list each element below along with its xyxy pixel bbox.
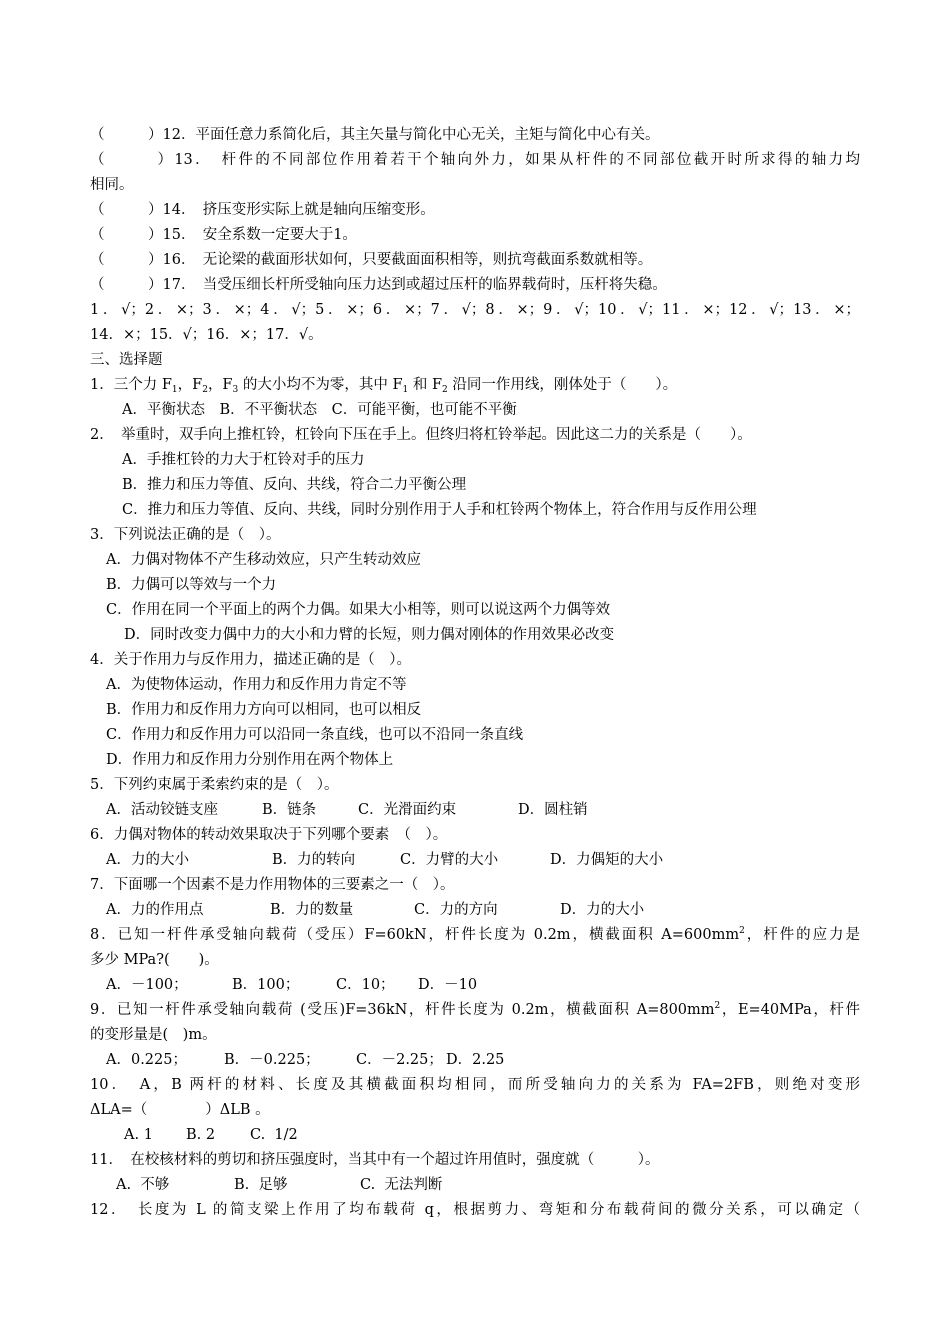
question-7-option-a: A．力的作用点 xyxy=(106,902,204,918)
question-1-options: A．平衡状态 B．不平衡状态 C．可能平衡，也可能不平衡 xyxy=(122,402,517,418)
question-7-stem: 7．下面哪一个因素不是力作用物体的三要素之一（ ）。 xyxy=(90,877,455,893)
answer-blank: （ ） xyxy=(90,227,163,243)
question-10-option-a: A. 1 xyxy=(124,1127,153,1143)
question-2-stem: 2． 举重时，双手向上推杠铃，杠铃向下压在手上。但终归将杠铃举起。因此这二力的关系是（ ）。 xyxy=(90,427,752,443)
question-10-stem: 10． A，B 两杆的材料、长度及其横截面积均相同，而所受轴向力的关系为 FA=2FB，则绝对变形 xyxy=(90,1077,860,1093)
tf-statement: 14． 挤压变形实际上就是轴向压缩变形。 xyxy=(162,202,435,218)
question-7-option-c: C．力的方向 xyxy=(414,902,498,918)
question-6-option-a: A．力的大小 xyxy=(106,852,189,868)
question-3-option-b: B．力偶可以等效与一个力 xyxy=(106,577,277,593)
question-4-option-a: A．为使物体运动，作用力和反作用力肯定不等 xyxy=(106,677,407,693)
question-5-options xyxy=(106,798,860,823)
answer-blank: （ ） xyxy=(90,202,163,218)
tf-item-16 xyxy=(90,248,860,273)
question-5-option-c: C．光滑面约束 xyxy=(358,802,457,818)
question-12-stem: 12． 长度为 L 的简支梁上作用了均布载荷 q，根据剪力、弯矩和分布载荷间的微分关系，可以确定（ xyxy=(90,1202,860,1218)
question-8-option-a: A．－100； xyxy=(106,977,188,993)
tf-item-13 xyxy=(90,148,860,173)
question-8-option-d: D．－10 xyxy=(418,977,478,993)
tf-statement: 13． 杆件的不同部位作用着若干个轴向外力，如果从杆件的不同部位截开时所求得的轴力均 xyxy=(174,152,860,168)
question-2-option-a: A．手推杠铃的力大于杠铃对手的压力 xyxy=(122,452,365,468)
question-5-option-b: B．链条 xyxy=(262,802,317,818)
question-3-stem: 3．下列说法正确的是（ ）。 xyxy=(90,527,281,543)
question-2-option-b: B．推力和压力等值、反向、共线，符合二力平衡公理 xyxy=(122,477,467,493)
answer-blank: （ ） xyxy=(90,252,163,268)
tf-statement: 17． 当受压细长杆所受轴向压力达到或超过压杆的临界载荷时，压杆将失稳。 xyxy=(162,277,667,293)
question-8-option-c: C．10； xyxy=(336,977,395,993)
question-7-option-d: D．力的大小 xyxy=(560,902,645,918)
question-9-stem-cont: 的变形量是( )m。 xyxy=(90,1027,217,1043)
section-title: 三、选择题 xyxy=(90,352,163,368)
question-10-option-b: B. 2 xyxy=(186,1127,216,1143)
tf-item-15 xyxy=(90,223,860,248)
tf-statement: 16． 无论梁的截面形状如何，只要截面面积相等，则抗弯截面系数就相等。 xyxy=(162,252,653,268)
question-10-option-c: C. 1/2 xyxy=(250,1127,298,1143)
question-8-stem: 8．已知一杆件承受轴向载荷（受压）F=60kN，杆件长度为 0.2m，横截面积 $A=600mm^2$，杆件的应力是 xyxy=(90,926,860,943)
question-9-option-d: D．2.25 xyxy=(446,1052,505,1068)
question-4-option-c: C．作用力和反作用力可以沿同一条直线，也可以不沿同一条直线 xyxy=(106,727,524,743)
tf-statement: 12．平面任意力系简化后，其主矢量与简化中心无关，主矩与简化中心有关。 xyxy=(162,127,660,143)
question-4-option-b: B．作用力和反作用力方向可以相同，也可以相反 xyxy=(106,702,422,718)
question-6-stem: 6．力偶对物体的转动效果取决于下列哪个要素 （ ）。 xyxy=(90,827,448,843)
question-8-stem-cont: 多少 MPa?( )。 xyxy=(90,952,219,968)
question-11-option-b: B. 足够 xyxy=(234,1177,288,1193)
question-3-option-a: A．力偶对物体不产生移动效应，只产生转动效应 xyxy=(106,552,421,568)
question-3-option-d: D．同时改变力偶中力的大小和力臂的长短，则力偶对刚体的作用效果必改变 xyxy=(124,627,615,643)
question-8-options xyxy=(106,973,860,998)
question-9-option-a: A．0.225； xyxy=(106,1052,187,1068)
tf-item-13-cont: 相同。 xyxy=(90,177,134,193)
question-9-option-b: B．－0.225； xyxy=(224,1052,320,1068)
question-9-option-c: C．－2.25； xyxy=(356,1052,443,1068)
answer-key-line-2: 14．×；15．√；16．×；17．√。 xyxy=(90,327,323,343)
question-7-options xyxy=(106,898,860,923)
question-5-option-d: D．圆柱销 xyxy=(518,802,588,818)
question-5-option-a: A．活动铰链支座 xyxy=(106,802,218,818)
question-11-options xyxy=(116,1173,860,1198)
question-7-option-b: B．力的数量 xyxy=(270,902,354,918)
question-4-option-d: D．作用力和反作用力分别作用在两个物体上 xyxy=(106,752,394,768)
answer-blank: （ ） xyxy=(90,127,163,143)
tf-item-17 xyxy=(90,273,860,298)
question-4-stem: 4．关于作用力与反作用力，描述正确的是（ ）。 xyxy=(90,652,411,668)
question-6-option-d: D．力偶矩的大小 xyxy=(550,852,664,868)
tf-statement: 15． 安全系数一定要大于1。 xyxy=(162,227,357,243)
question-5-stem: 5．下列约束属于柔索约束的是（ ）。 xyxy=(90,777,339,793)
question-3-option-c: C．作用在同一个平面上的两个力偶。如果大小相等，则可以说这两个力偶等效 xyxy=(106,602,611,618)
question-1-stem: 1．三个力 $F_1$，$F_2$，$F_3$ 的大小均不为零，其中 $F_1$ 和 $F_2$ 沿同一作用线，刚体处于（ ）。 xyxy=(90,377,678,395)
question-11-option-a: A. 不够 xyxy=(116,1177,170,1193)
question-11-stem: 11． 在校核材料的剪切和挤压强度时，当其中有一个超过许用值时，强度就（ ）。 xyxy=(90,1152,660,1168)
question-11-option-c: C. 无法判断 xyxy=(360,1177,443,1193)
question-9-options xyxy=(106,1048,860,1073)
answer-key-line-1: 1．√；2．×；3．×；4．√；5．×；6．×；7．√；8．×；9．√；10．√；11．×；12．√；13．×； xyxy=(90,302,860,318)
question-6-option-c: C．力臂的大小 xyxy=(400,852,499,868)
tf-item-12 xyxy=(90,123,860,148)
question-2-option-c: C．推力和压力等值、反向、共线，同时分别作用于人手和杠铃两个物体上，符合作用与反作用公理 xyxy=(122,502,757,518)
question-10-options xyxy=(124,1123,860,1148)
question-6-option-b: B．力的转向 xyxy=(272,852,356,868)
question-9-stem: 9．已知一杆件承受轴向载荷 (受压)F=36kN，杆件长度为 0.2m，横截面积 $A=800mm^2$，E=40MPa，杆件 xyxy=(90,1001,861,1018)
tf-item-14 xyxy=(90,198,860,223)
answer-blank: （ ） xyxy=(90,152,175,168)
answer-blank: （ ） xyxy=(90,277,163,293)
question-8-option-b: B．100； xyxy=(232,977,300,993)
question-6-options xyxy=(106,848,860,873)
question-10-stem-cont: ΔLA=（ ）ΔLB 。 xyxy=(90,1102,270,1118)
